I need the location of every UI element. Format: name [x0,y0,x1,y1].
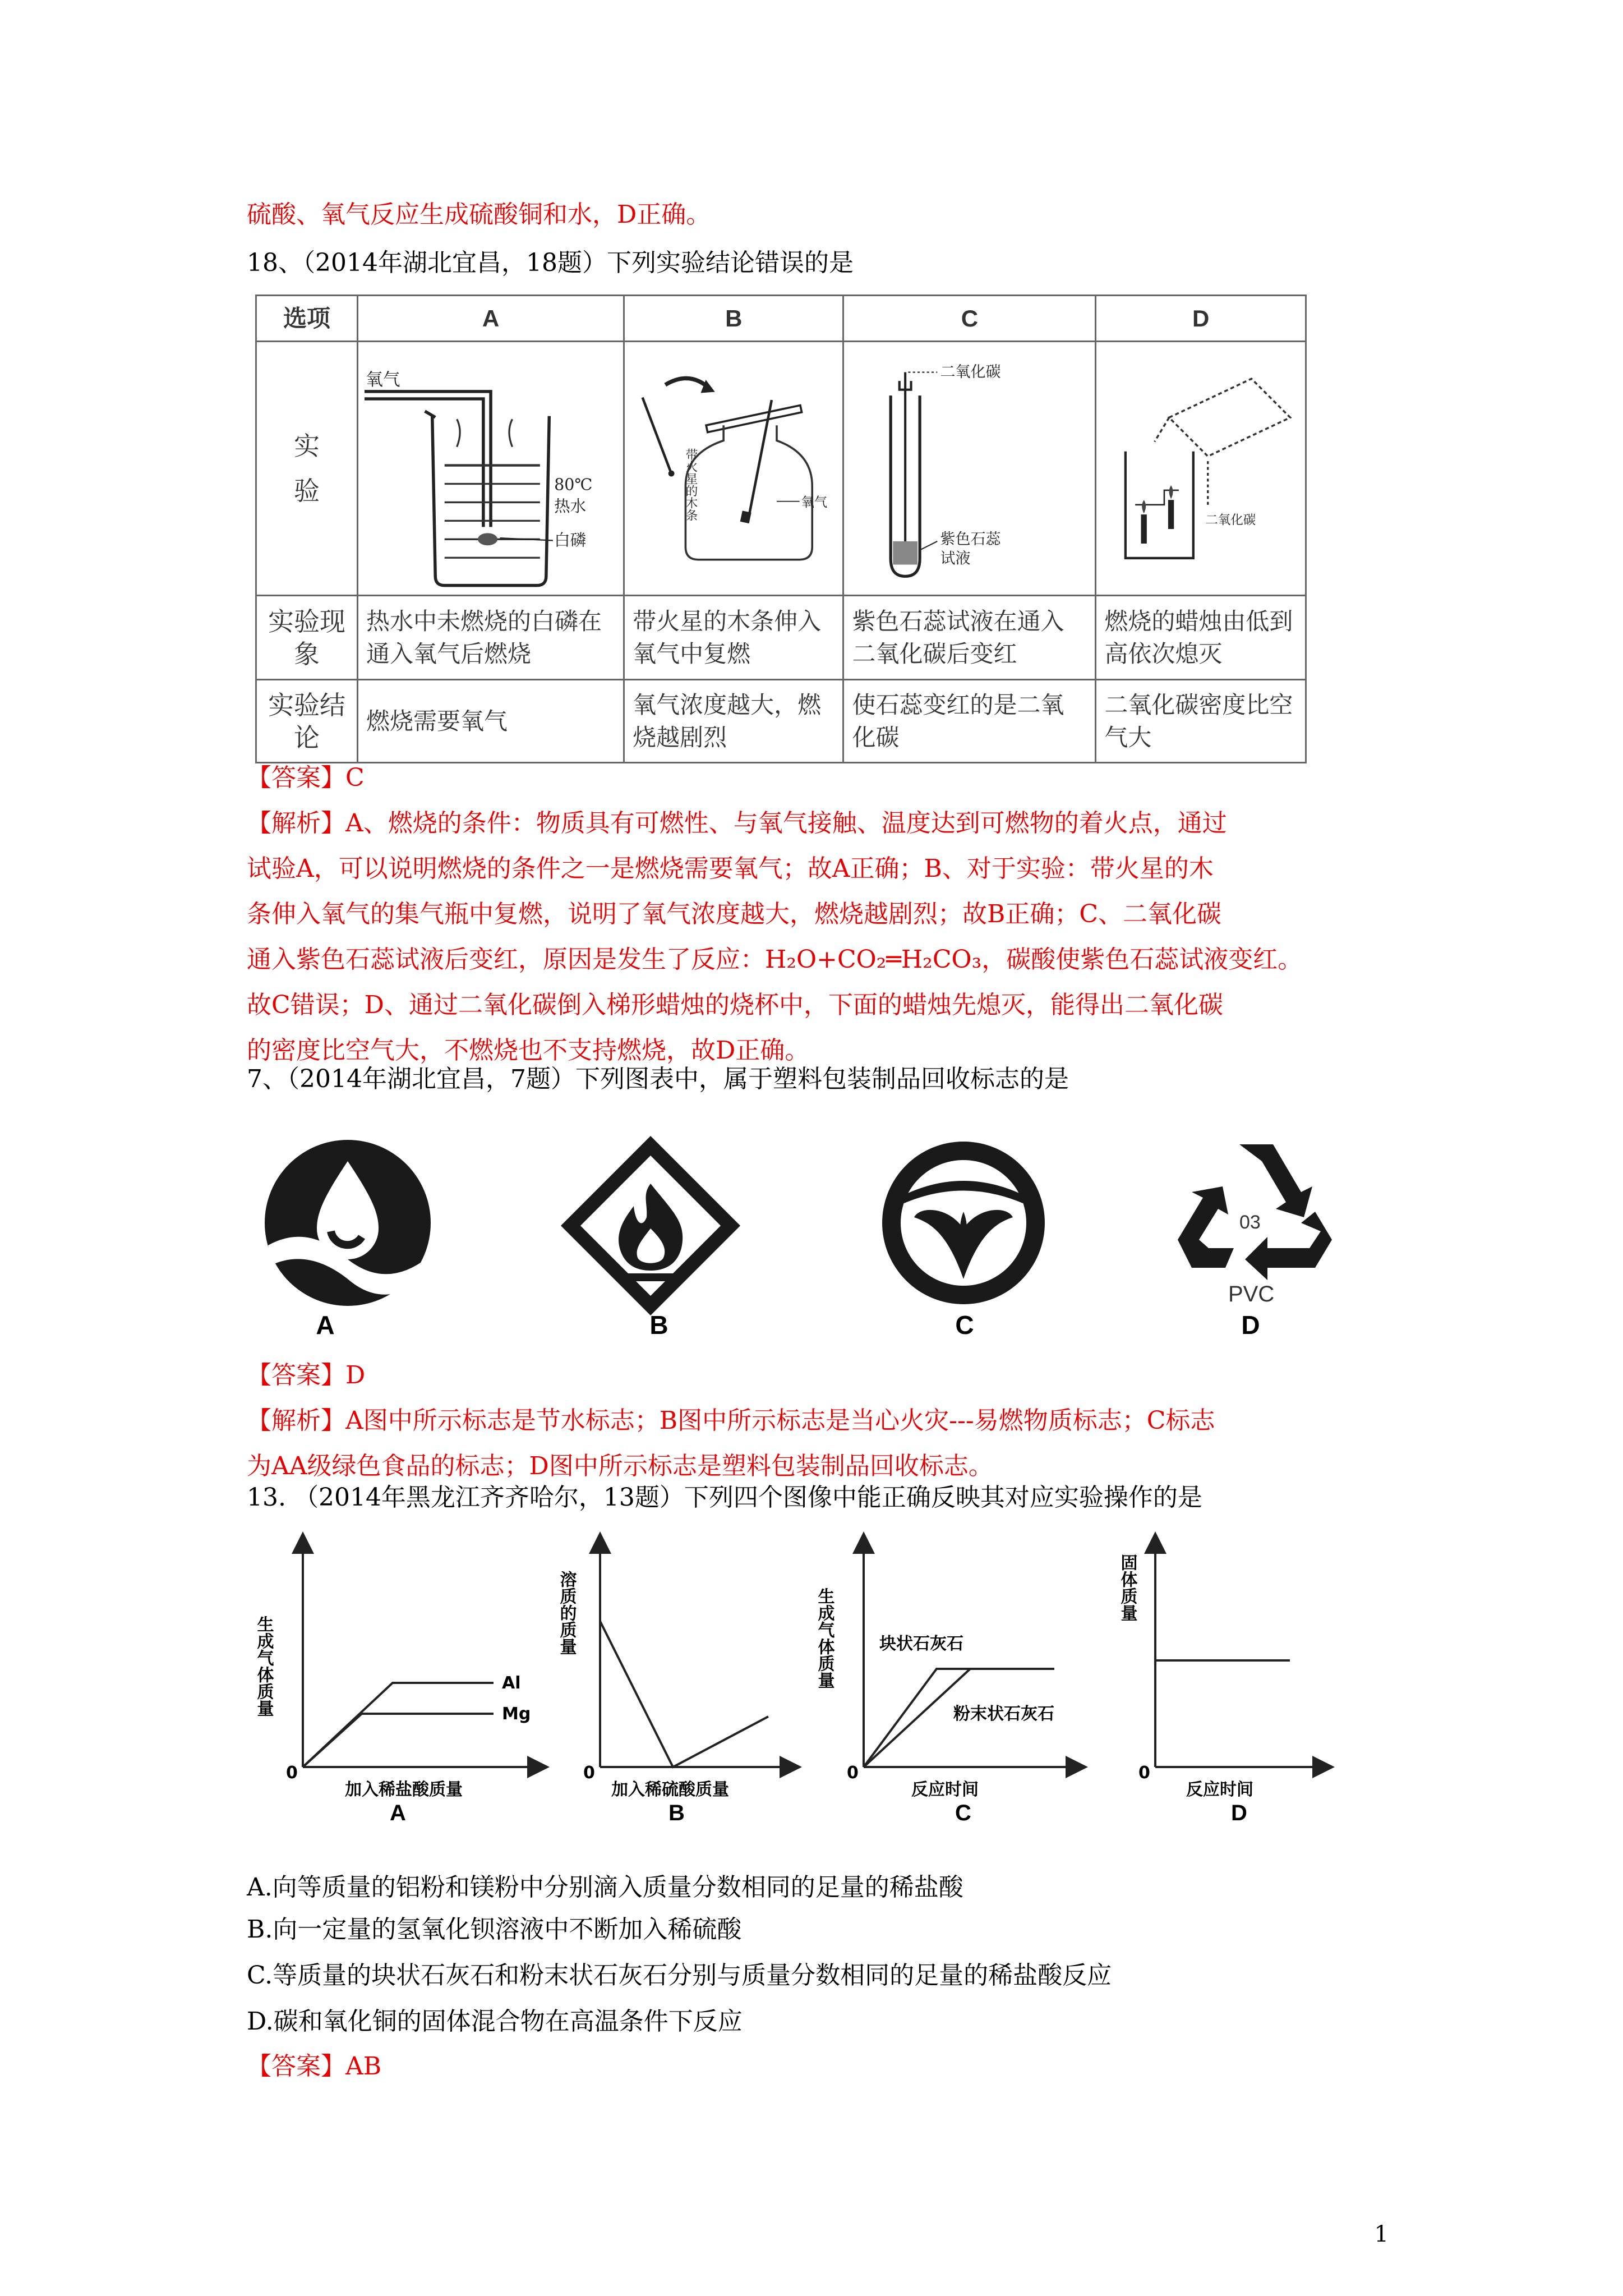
option-a: A.向等质量的铝粉和镁粉中分别滴入质量分数相同的足量的稀盐酸 [247,1873,963,1902]
recycle-text: PVC [1228,1282,1275,1306]
row-label: 实验现象 [256,596,358,680]
graph-caption: C [955,1801,971,1823]
row-label [256,342,358,596]
x-axis-label: 加入稀盐酸质量 [345,1780,463,1800]
label-phosphorus: 白磷 [554,531,587,550]
label-oxygen: 氧气 [801,494,828,510]
candle-diagram [1096,342,1305,595]
x-axis-label: 反应时间 [911,1780,979,1800]
label-oxygen: 氧气 [366,369,400,390]
series-label: 块状石灰石 [879,1634,963,1654]
symbol-caption: D [1241,1310,1260,1340]
conclusion-cell: 燃烧需要氧气 [358,680,624,763]
explanation-line: 条伸入氧气的集气瓶中复燃，说明了氧气浓度越大，燃烧越剧烈；故B正确；C、二氧化碳 [247,900,1221,928]
label-litmus: 紫色石蕊 [940,531,1002,549]
explanation-line: 试验A，可以说明燃烧的条件之一是燃烧需要氧气；故A正确；B、对于实验：带火星的木 [247,854,1214,883]
recycle-number: 03 [1239,1212,1261,1233]
flammable-icon [561,1136,740,1315]
phenomenon-cell: 带火星的木条伸入氧气中复燃 [624,596,843,680]
y-axis-label: 固体质量 [1117,1554,1137,1621]
table-header: D [1096,296,1306,342]
origin-label: 0 [847,1763,859,1783]
explanation-line: 为AA级绿色食品的标志；D图中所示标志是塑料包装制品回收标志。 [247,1452,993,1480]
green-food-icon [882,1142,1045,1304]
option-d: D.碳和氧化铜的固体混合物在高温条件下反应 [247,2007,743,2036]
origin-label: 0 [286,1763,298,1783]
explanation-line: 【解析】A图中所示标志是节水标志；B图中所示标志是当心火灾---易燃物质标志；C标志 [247,1406,1215,1435]
series-label: Mg [502,1704,531,1724]
experiment-a [358,342,624,596]
answer-13: 【答案】AB [247,2052,382,2081]
conclusion-cell: 二氧化碳密度比空气大 [1096,680,1306,763]
x-axis-label: 加入稀硫酸质量 [611,1780,729,1800]
row-label-text: 实验 [294,431,320,507]
recycle-icon [1178,1144,1332,1306]
conclusion-cell: 氧气浓度越大，燃烧越剧烈 [624,680,843,763]
question-13: 13. （2014年黑龙江齐齐哈尔，13题）下列四个图像中能正确反映其对应实验操作的是 [247,1483,1202,1512]
table-header: C [843,296,1096,342]
row-label: 实验结论 [256,680,358,763]
table-header: B [624,296,843,342]
series-line-mg [303,1714,494,1767]
label-co2: 二氧化碳 [1205,513,1256,528]
series-line [600,1621,768,1767]
experiment-table [255,295,1307,763]
option-c: C.等质量的块状石灰石和粉末状石灰石分别与质量分数相同的足量的稀盐酸反应 [247,1961,1112,1990]
answer-7: 【答案】D [247,1361,366,1389]
experiment-b [624,342,843,596]
test-tube-diagram [844,342,1095,595]
symbols-row [247,1128,1357,1318]
x-axis-label: 反应时间 [1186,1780,1253,1800]
table-header: 选项 [256,296,358,342]
y-axis-label: 生成气体质量 [253,1616,274,1717]
origin-label: 0 [583,1763,595,1783]
y-axis-label: 溶质的质量 [556,1571,577,1655]
question-7: 7、（2014年湖北宜昌，7题）下列图表中，属于塑料包装制品回收标志的是 [247,1065,1069,1093]
answer-18: 【答案】C [247,763,365,792]
label-hot-water: 热水 [554,496,587,516]
y-axis-label: 生成气体质量 [814,1588,834,1688]
label-temp: 80℃ [554,475,593,494]
water-saving-icon [265,1140,431,1306]
graph-caption: B [668,1801,685,1823]
series-label: Al [502,1673,521,1693]
symbol-caption: B [649,1310,668,1340]
graph-d [1118,1543,1324,1800]
phenomenon-cell: 紫色石蕊试液在通入二氧化碳后变红 [843,596,1096,680]
symbol-caption: A [316,1310,335,1340]
series-label: 粉末状石灰石 [953,1704,1054,1724]
label-co2: 二氧化碳 [940,363,1002,381]
experiment-d [1096,342,1306,596]
table-header: A [358,296,624,342]
explanation-line: 的密度比空气大，不燃烧也不支持燃烧，故D正确。 [247,1036,810,1065]
graph-c [815,1543,1077,1800]
experiment-c [843,342,1096,596]
phenomenon-cell: 热水中未燃烧的白磷在通入氧气后燃烧 [358,596,624,680]
origin-label: 0 [1138,1763,1150,1783]
label-solution: 试液 [940,550,971,568]
conclusion-cell: 使石蕊变红的是二氧化碳 [843,680,1096,763]
series-line-al [303,1683,494,1767]
beaker-diagram [358,342,623,595]
explanation-line: 【解析】A、燃烧的条件：物质具有可燃性、与氧气接触、温度达到可燃物的着火点，通过 [247,809,1227,838]
explanation-line: 故C错误；D、通过二氧化碳倒入梯形蜡烛的烧杯中，下面的蜡烛先熄灭，能得出二氧化碳 [247,991,1223,1019]
phenomenon-cell: 燃烧的蜡烛由低到高依次熄灭 [1096,596,1306,680]
page-number: 1 [1374,2221,1389,2247]
explanation-line: 通入紫色石蕊试液后变红，原因是发生了反应：H₂O+CO₂═H₂CO₃，碳酸使紫色石蕊试液变红。 [247,945,1303,974]
text-line: 硫酸、氧气反应生成硫酸铜和水，D正确。 [247,200,711,229]
graph-b [557,1543,791,1800]
graphs-row [247,1531,1368,1823]
gas-bottle-diagram [625,342,842,595]
question-18: 18、（2014年湖北宜昌，18题）下列实验结论错误的是 [247,249,854,277]
graph-caption: A [390,1801,406,1823]
option-b: B.向一定量的氢氧化钡溶液中不断加入稀硫酸 [247,1915,742,1944]
graph-caption: D [1231,1801,1247,1823]
label-splint: 带火星的木条 [683,448,698,521]
graph-a [254,1543,539,1800]
symbol-caption: C [955,1310,974,1340]
